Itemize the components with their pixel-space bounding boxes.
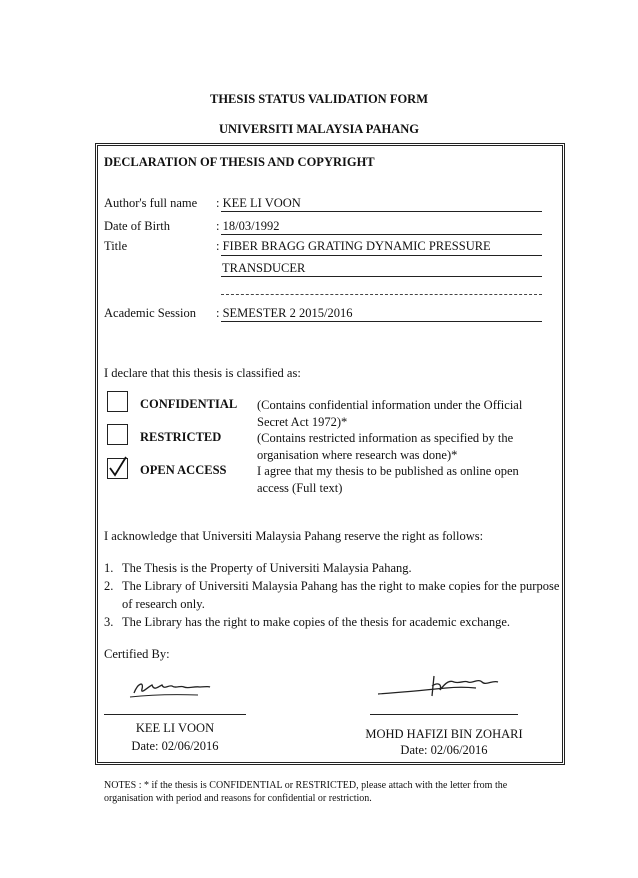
notes: NOTES : * if the thesis is CONFIDENTIAL or RESTRICTED, please attach with the letter from the organisation with period and reasons for confidential or restriction. [104, 780, 508, 804]
confidential-desc [257, 397, 537, 431]
author-underline [221, 211, 542, 212]
classification-intro: I declare that this thesis is classified as: [104, 366, 301, 380]
ack-item-2-num: 2. [104, 579, 114, 593]
open-access-desc-line2: access (Full text) [257, 481, 343, 495]
open-access-checkbox[interactable] [107, 458, 128, 479]
session-label: Academic Session [104, 306, 196, 320]
title-underline-2 [221, 276, 542, 277]
ack-item-2 [104, 577, 564, 613]
title-underline-1 [221, 255, 542, 256]
ack-item-3 [104, 613, 564, 631]
checkmark-icon [106, 456, 127, 477]
left-signature-icon [128, 675, 212, 701]
right-signature-icon [376, 670, 510, 702]
confidential-checkbox[interactable] [107, 391, 128, 412]
ack-item-3-text: The Library has the right to make copies of the thesis for academic exchange. [122, 615, 511, 629]
ack-item-1-num: 1. [104, 561, 114, 575]
title-underline-3 [221, 294, 542, 295]
right-signature-line [370, 714, 518, 715]
university-name: UNIVERSITI MALAYSIA PAHANG [218, 122, 420, 136]
dob-value: : 18/03/1992 [216, 219, 280, 233]
right-signer-date: Date: 02/06/2016 [400, 743, 488, 757]
restricted-desc-line2: organisation where research was done)* [257, 448, 458, 462]
dob-underline [221, 234, 542, 235]
ack-item-3-num: 3. [104, 615, 114, 629]
section-title: DECLARATION OF THESIS AND COPYRIGHT [104, 155, 375, 169]
ack-item-2-text: The Library of Universiti Malaysia Pahang has the right to make copies for the purpose of research only. [122, 579, 560, 611]
session-underline [221, 321, 542, 322]
acknowledgement-intro: I acknowledge that Universiti Malaysia Pahang reserve the right as follows: [104, 529, 484, 543]
restricted-desc-line1: (Contains restricted information as specified by the [257, 431, 514, 445]
title-label: Title [104, 239, 128, 253]
confidential-desc-line1: (Contains confidential information under the Official [257, 398, 523, 412]
open-access-desc [257, 463, 537, 497]
restricted-checkbox[interactable] [107, 424, 128, 445]
form-title: THESIS STATUS VALIDATION FORM [210, 92, 428, 106]
open-access-desc-line1: I agree that my thesis to be published as online open [257, 464, 519, 478]
right-signer-name: MOHD HAFIZI BIN ZOHARI [365, 727, 523, 741]
confidential-label: CONFIDENTIAL [140, 397, 238, 411]
ack-item-1 [104, 559, 564, 577]
author-label: Author's full name [104, 196, 198, 210]
ack-item-1-text: The Thesis is the Property of Universiti Malaysia Pahang. [122, 561, 412, 575]
title-value-line1: : FIBER BRAGG GRATING DYNAMIC PRESSURE [216, 239, 491, 253]
author-value: : KEE LI VOON [216, 196, 301, 210]
left-signature-line [104, 714, 246, 715]
restricted-desc [257, 430, 537, 464]
title-value-line2: TRANSDUCER [222, 261, 306, 275]
dob-label: Date of Birth [104, 219, 170, 233]
open-access-label: OPEN ACCESS [140, 463, 227, 477]
left-signer-date: Date: 02/06/2016 [131, 739, 219, 753]
left-signer-name: KEE LI VOON [135, 721, 215, 735]
session-value: : SEMESTER 2 2015/2016 [216, 306, 353, 320]
restricted-label: RESTRICTED [140, 430, 222, 444]
certified-by-label: Certified By: [104, 647, 170, 661]
confidential-desc-line2: Secret Act 1972)* [257, 415, 348, 429]
